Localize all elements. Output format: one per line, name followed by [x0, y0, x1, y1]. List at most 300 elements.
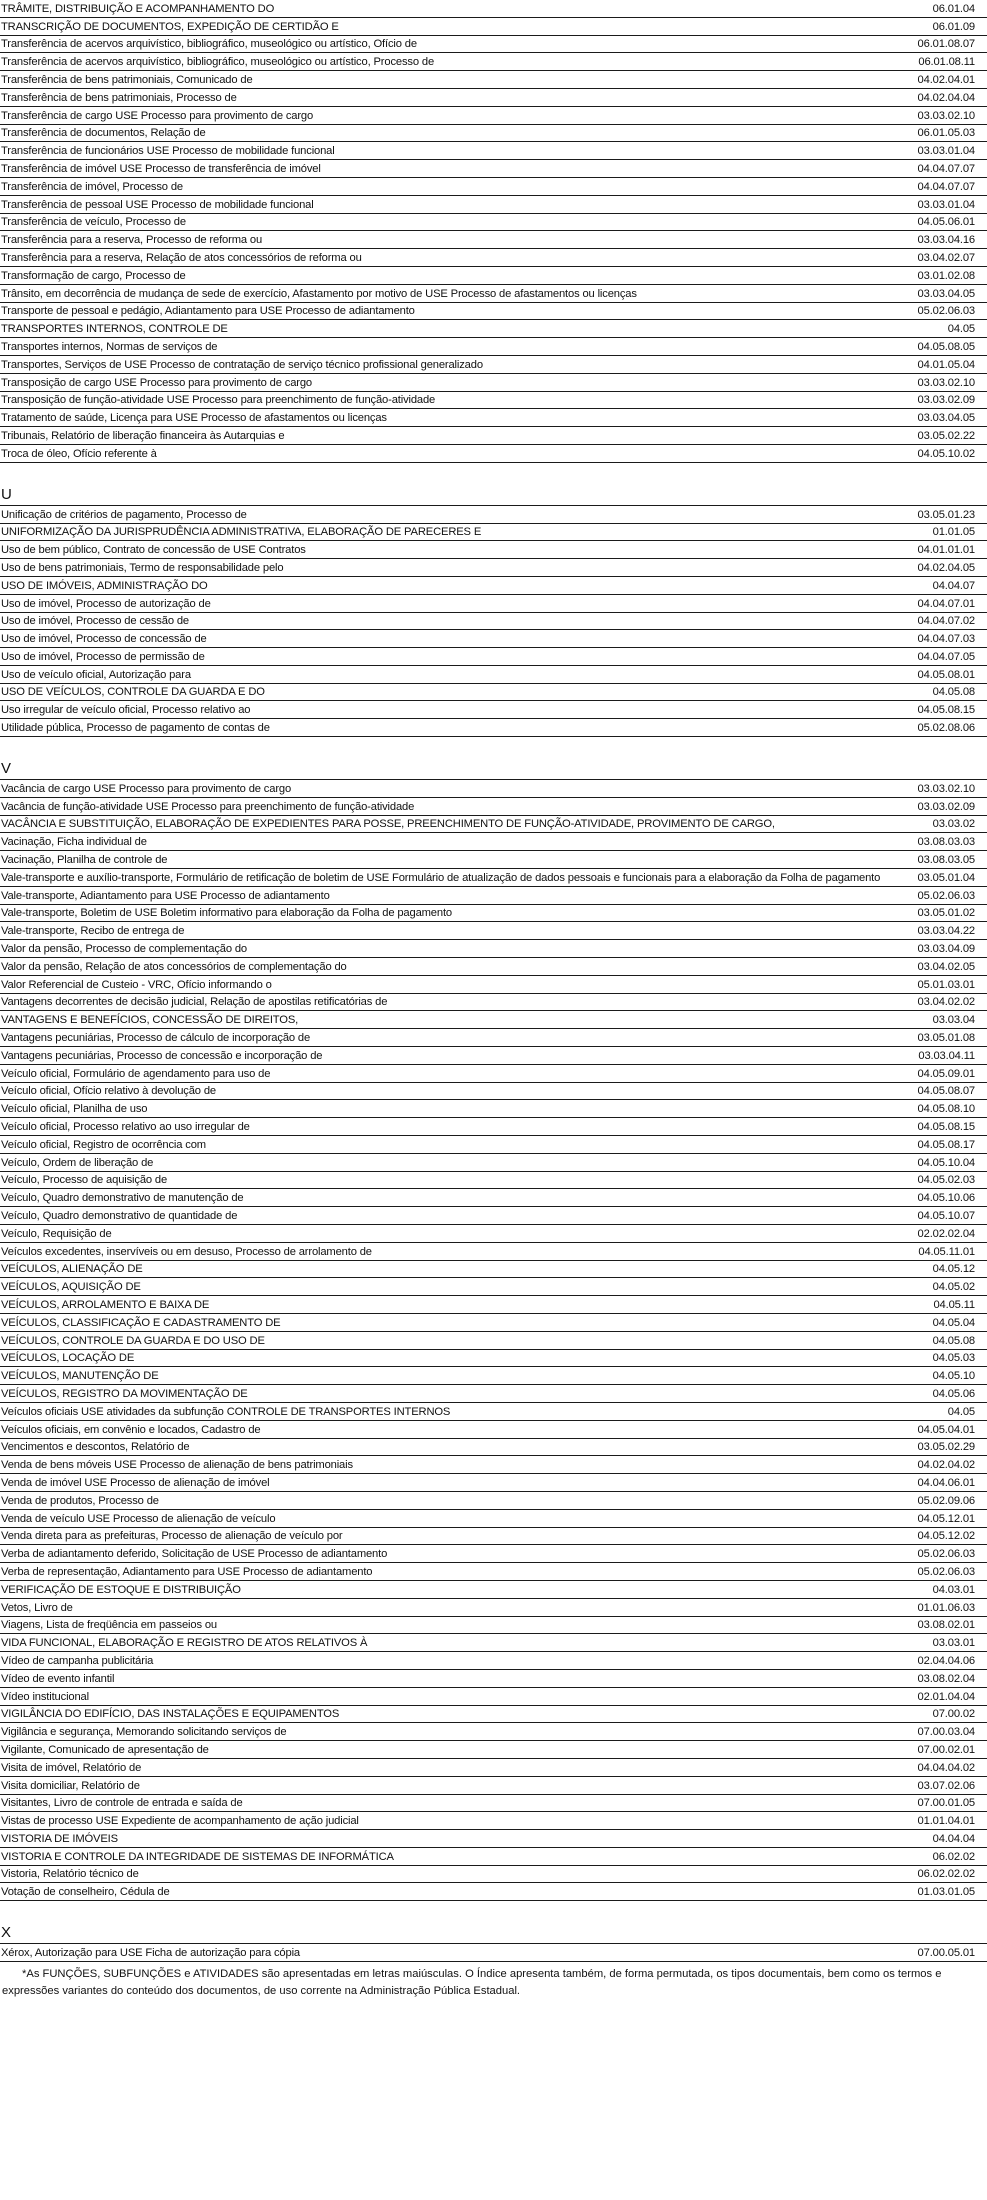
- index-entry-row: [0, 958, 987, 976]
- index-entry-row: [0, 922, 987, 940]
- index-entry-code: 06.02.02: [932, 1850, 975, 1863]
- index-entry-term: VEÍCULOS, ALIENAÇÃO DE: [1, 1263, 143, 1276]
- index-entry-code: 04.03.01: [932, 1583, 975, 1596]
- index-entry-term: Troca de óleo, Ofício referente à: [1, 447, 157, 460]
- index-entry-term: Vacância de função-atividade USE Processo para preenchimento de função-atividade: [1, 800, 415, 813]
- index-group: [0, 473, 987, 737]
- index-entry-code: 03.03.04.16: [917, 234, 975, 247]
- index-entry-code: 04.05.04: [932, 1316, 975, 1329]
- index-entry-code: 04.05.08: [932, 1334, 975, 1347]
- index-entry-code: 03.03.02.10: [917, 109, 975, 122]
- index-entry-row: [0, 267, 987, 285]
- index-entry-row: [0, 1100, 987, 1118]
- index-entry-term: VEÍCULOS, ARROLAMENTO E BAIXA DE: [1, 1298, 210, 1311]
- index-entry-code: 01.01.04.01: [917, 1815, 975, 1828]
- index-entry-term: Transposição de função-atividade USE Processo para preenchimento de função-atividade: [1, 394, 436, 407]
- index-entry-term: Transferência de pessoal USE Processo de mobilidade funcional: [1, 198, 314, 211]
- index-entry-row: [0, 107, 987, 125]
- index-entry-row: [0, 445, 987, 463]
- index-entry-row: [0, 1367, 987, 1385]
- index-entry-row: [0, 1848, 987, 1866]
- index-entry-row: [0, 1883, 987, 1901]
- index-entry-row: [0, 285, 987, 303]
- index-entry-row: [0, 976, 987, 994]
- index-entry-term: VANTAGENS E BENEFÍCIOS, CONCESSÃO DE DIREITOS,: [1, 1014, 299, 1027]
- index-entry-code: 04.05.10.02: [917, 447, 975, 460]
- index-entry-row: [0, 1314, 987, 1332]
- index-entry-code: 04.05.04.01: [917, 1423, 975, 1436]
- index-entry-term: Venda de bens móveis USE Processo de alienação de bens patrimoniais: [1, 1459, 353, 1472]
- index-entry-term: Transferência de cargo USE Processo para provimento de cargo: [1, 109, 314, 122]
- section-letter-heading: X: [0, 1911, 987, 1944]
- index-entry-code: 06.01.08.11: [918, 56, 975, 69]
- index-entry-row: [0, 869, 987, 887]
- index-entry-code: 04.05.10: [932, 1370, 975, 1383]
- index-entry-term: USO DE IMÓVEIS, ADMINISTRAÇÃO DO: [1, 579, 208, 592]
- index-entry-code: 03.07.02.06: [917, 1779, 975, 1792]
- index-entry-term: VIDA FUNCIONAL, ELABORAÇÃO E REGISTRO DE ATOS RELATIVOS À: [1, 1637, 368, 1650]
- index-entry-term: Veículo, Quadro demonstrativo de quantidade de: [1, 1210, 238, 1222]
- index-entry-code: 03.03.02.10: [917, 782, 975, 795]
- index-entry-row: [0, 338, 987, 356]
- index-entry-term: Vale-transporte, Boletim de USE Boletim informativo para elaboração da Folha de pagamento: [1, 907, 452, 920]
- index-entry-term: Visita domiciliar, Relatório de: [1, 1779, 140, 1792]
- index-entry-code: 04.05: [947, 323, 975, 336]
- index-entry-row: [0, 887, 987, 905]
- index-entry-code: 07.00.05.01: [917, 1947, 975, 1960]
- index-entry-code: 04.02.04.05: [917, 561, 975, 574]
- index-entry-term: TRANSPORTES INTERNOS, CONTROLE DE: [1, 323, 228, 336]
- index-entry-code: 04.02.04.04: [917, 91, 975, 104]
- index-entry-term: Transferência de imóvel USE Processo de transferência de imóvel: [1, 162, 321, 175]
- index-entry-row: [0, 1456, 987, 1474]
- index-entry-term: VEÍCULOS, LOCAÇÃO DE: [1, 1352, 135, 1365]
- index-entry-row: [0, 1599, 987, 1617]
- index-entry-term: Valor da pensão, Relação de atos concessórios de complementação do: [1, 960, 347, 973]
- index-entry-code: 02.01.04.04: [917, 1690, 975, 1703]
- index-entry-row: [0, 249, 987, 267]
- index-entry-code: 01.01.06.03: [917, 1601, 975, 1614]
- index-entry-term: Unificação de critérios de pagamento, Processo de: [1, 508, 247, 521]
- index-entry-term: TRÂMITE, DISTRIBUIÇÃO E ACOMPANHAMENTO DO: [1, 2, 275, 15]
- index-entry-code: 03.08.02.04: [917, 1672, 975, 1685]
- index-entry-row: [0, 1741, 987, 1759]
- index-entry-row: [0, 1225, 987, 1243]
- index-entry-code: 03.03.04.09: [917, 943, 975, 956]
- index-entry-code: 04.05.12: [932, 1263, 975, 1276]
- index-entry-term: Transporte de pessoal e pedágio, Adiantamento para USE Processo de adiantamento: [1, 305, 415, 318]
- index-entry-code: 04.05.11: [933, 1298, 975, 1311]
- index-entry-row: [0, 1944, 987, 1962]
- index-entry-term: Transferência de bens patrimoniais, Processo de: [1, 91, 237, 104]
- index-entry-term: Venda de imóvel USE Processo de alienação de imóvel: [1, 1476, 270, 1489]
- index-entry-row: [0, 89, 987, 107]
- index-entry-row: [0, 1706, 987, 1724]
- index-entry-term: VISTORIA E CONTROLE DA INTEGRIDADE DE SISTEMAS DE INFORMÁTICA: [1, 1850, 394, 1863]
- index-entry-row: [0, 71, 987, 89]
- index-entry-term: Vídeo institucional: [1, 1690, 89, 1703]
- index-entry-term: Transferência de acervos arquivístico, bibliográfico, museológico ou artístico, Ofício de: [1, 38, 417, 51]
- index-entry-code: 03.03.04.22: [917, 925, 975, 938]
- index-entry-row: [0, 1172, 987, 1190]
- index-entry-term: Veículo oficial, Planilha de uso: [1, 1103, 148, 1116]
- index-group: [0, 747, 987, 1901]
- index-group: [0, 0, 987, 463]
- index-entry-row: [0, 833, 987, 851]
- index-entry-row: [0, 53, 987, 71]
- index-entry-term: Uso de imóvel, Processo de autorização de: [1, 597, 211, 610]
- index-entry-code: 06.02.02.02: [917, 1868, 975, 1881]
- index-entry-row: [0, 1154, 987, 1172]
- footnote: *As FUNÇÕES, SUBFUNÇÕES e ATIVIDADES são apresentadas em letras maiúsculas. O Índice apresenta também, de forma permutada, os tipos documentais, bem como os termos e expressões variantes do conteúdo dos documentos, de uso corrente na Administração Pública Estadual.: [2, 1968, 942, 1998]
- index-entry-code: 04.04.07.03: [917, 633, 975, 646]
- index-entry-code: 03.03.01.04: [917, 198, 975, 211]
- index-entry-code: 03.05.01.23: [917, 508, 975, 521]
- index-entry-row: [0, 1563, 987, 1581]
- index-entry-code: 05.02.08.06: [917, 722, 975, 735]
- index-entry-row: [0, 160, 987, 178]
- index-entry-row: [0, 684, 987, 702]
- index-entry-code: 02.02.02.04: [917, 1227, 975, 1240]
- index-entry-term: Veículo, Requisição de: [1, 1227, 112, 1240]
- index-entry-row: [0, 1492, 987, 1510]
- index-entry-row: [0, 630, 987, 648]
- index-entry-row: [0, 1670, 987, 1688]
- index-entry-code: 03.03.02.09: [917, 800, 975, 813]
- index-entry-row: [0, 427, 987, 445]
- index-entry-code: 04.05.09.01: [917, 1067, 975, 1080]
- index-entry-term: VERIFICAÇÃO DE ESTOQUE E DISTRIBUIÇÃO: [1, 1583, 241, 1596]
- index-entry-term: VIGILÂNCIA DO EDIFÍCIO, DAS INSTALAÇÕES E EQUIPAMENTOS: [1, 1708, 340, 1721]
- index-entry-code: 03.08.03.05: [917, 854, 975, 867]
- index-entry-code: 04.04.07.01: [917, 597, 975, 610]
- index-entry-term: VEÍCULOS, REGISTRO DA MOVIMENTAÇÃO DE: [1, 1387, 248, 1400]
- index-entry-row: [0, 577, 987, 595]
- index-entry-code: 03.08.03.03: [917, 836, 975, 849]
- index-entry-term: VEÍCULOS, MANUTENÇÃO DE: [1, 1370, 159, 1383]
- index-entry-term: TRANSCRIÇÃO DE DOCUMENTOS, EXPEDIÇÃO DE CERTIDÃO E: [1, 20, 339, 33]
- index-entry-row: [0, 719, 987, 737]
- index-entry-row: [0, 1118, 987, 1136]
- index-entry-row: [0, 1759, 987, 1777]
- index-entry-code: 04.05.08.17: [917, 1138, 975, 1151]
- index-entry-row: [0, 1296, 987, 1314]
- index-entry-row: [0, 1029, 987, 1047]
- index-entry-code: 03.08.02.01: [917, 1619, 975, 1632]
- index-entry-code: 04.04.06.01: [917, 1476, 975, 1489]
- index-entry-row: [0, 1189, 987, 1207]
- index-entry-term: Transferência para a reserva, Processo de reforma ou: [1, 234, 263, 247]
- index-entry-code: 04.05.10.04: [917, 1156, 975, 1169]
- index-entry-code: 06.01.09: [932, 20, 975, 33]
- index-entry-row: [0, 1261, 987, 1279]
- index-entry-row: [0, 0, 987, 18]
- section-letter-heading: U: [0, 473, 987, 506]
- index-entry-row: [0, 1777, 987, 1795]
- index-entry-code: 06.01.08.07: [917, 38, 975, 51]
- section-letter-heading: V: [0, 747, 987, 780]
- index-entry-term: Veículo oficial, Formulário de agendamento para uso de: [1, 1067, 271, 1080]
- index-entry-row: [0, 178, 987, 196]
- index-entry-term: Valor Referencial de Custeio - VRC, Ofício informando o: [1, 978, 272, 991]
- index-entry-term: Tratamento de saúde, Licença para USE Processo de afastamentos ou licenças: [1, 412, 387, 425]
- index-entry-row: [0, 374, 987, 392]
- index-entry-code: 03.04.02.02: [917, 996, 975, 1009]
- index-entry-row: [0, 1403, 987, 1421]
- index-entry-code: 07.00.03.04: [917, 1726, 975, 1739]
- index-entry-row: [0, 851, 987, 869]
- index-entry-term: USO DE VEÍCULOS, CONTROLE DA GUARDA E DO: [1, 686, 265, 699]
- index-entry-term: Vencimentos e descontos, Relatório de: [1, 1441, 190, 1454]
- index-entry-code: 03.03.02.09: [917, 394, 975, 407]
- index-entry-code: 03.03.04: [932, 1014, 975, 1027]
- index-entry-row: [0, 524, 987, 542]
- index-entry-term: Vale-transporte e auxílio-transporte, Formulário de retificação de boletim de USE Formulário de atualização de dados pessoais e funcionais para a elaboração da Folha de pagamento: [1, 871, 881, 884]
- index-entry-code: 05.01.03.01: [917, 978, 975, 991]
- index-entry-term: Transportes internos, Normas de serviços de: [1, 340, 218, 353]
- index-entry-row: [0, 214, 987, 232]
- index-entry-code: 04.05.06.01: [917, 216, 975, 229]
- index-entry-term: Valor da pensão, Processo de complementação do: [1, 943, 248, 956]
- index-entry-code: 04.04.07.07: [917, 162, 975, 175]
- index-entry-row: [0, 648, 987, 666]
- index-entry-row: [0, 541, 987, 559]
- index-entry-row: [0, 1830, 987, 1848]
- index-entry-term: Venda de produtos, Processo de: [1, 1494, 159, 1507]
- index-entry-code: 03.03.02.10: [917, 376, 975, 389]
- index-entry-code: 03.03.04.05: [917, 287, 975, 300]
- index-entry-row: [0, 1617, 987, 1635]
- index-entry-row: [0, 196, 987, 214]
- index-entry-code: 04.05.02.03: [917, 1174, 975, 1187]
- index-entry-term: Veículo, Ordem de liberação de: [1, 1156, 154, 1169]
- index-entry-code: 04.04.04: [932, 1832, 975, 1845]
- index-entry-term: Tribunais, Relatório de liberação financeira às Autarquias e: [1, 429, 285, 442]
- index-entry-code: 05.02.09.06: [917, 1494, 975, 1507]
- index-entry-term: Transportes, Serviços de USE Processo de contratação de serviço técnico profissional generalizado: [1, 358, 483, 371]
- index-entry-code: 04.05.08: [932, 686, 975, 699]
- index-entry-term: Transferência de veículo, Processo de: [1, 216, 186, 229]
- index-entry-term: Vetos, Livro de: [1, 1601, 73, 1614]
- index-entry-term: Uso de bem público, Contrato de concessão de USE Contratos: [1, 544, 306, 557]
- index-entry-row: [0, 1528, 987, 1546]
- index-entry-term: Veículos oficiais, em convênio e locados, Cadastro de: [1, 1423, 261, 1436]
- index-entry-code: 03.05.01.02: [917, 907, 975, 920]
- index-entry-row: [0, 231, 987, 249]
- index-entry-code: 04.04.07.05: [917, 650, 975, 663]
- index-entry-row: [0, 1243, 987, 1261]
- index-entry-row: [0, 701, 987, 719]
- index-entry-code: 02.04.04.06: [917, 1654, 975, 1667]
- index-entry-code: 04.05.06: [932, 1387, 975, 1400]
- index-entry-row: [0, 1011, 987, 1029]
- index-entry-code: 05.02.06.03: [917, 1548, 975, 1561]
- index-entry-code: 04.02.04.02: [917, 1459, 975, 1472]
- index-entry-term: Vigilância e segurança, Memorando solicitando serviços de: [1, 1726, 287, 1739]
- index-entry-code: 04.05.10.07: [917, 1210, 975, 1222]
- index-entry-code: 04.04.04.02: [917, 1761, 975, 1774]
- index-entry-code: 05.02.06.03: [917, 305, 975, 318]
- index-entry-row: [0, 1065, 987, 1083]
- index-entry-term: Uso de bens patrimoniais, Termo de responsabilidade pelo: [1, 561, 284, 574]
- index-entry-term: Xérox, Autorização para USE Ficha de autorização para cópia: [1, 1947, 300, 1960]
- index-entry-row: [0, 1278, 987, 1296]
- index-entry-term: Uso de imóvel, Processo de concessão de: [1, 633, 207, 646]
- index-entry-term: Vacância de cargo USE Processo para provimento de cargo: [1, 782, 292, 795]
- index-entry-code: 03.05.02.29: [917, 1441, 975, 1454]
- index-entry-term: Vistoria, Relatório técnico de: [1, 1868, 139, 1881]
- index-entry-row: [0, 1047, 987, 1065]
- index-entry-term: VEÍCULOS, AQUISIÇÃO DE: [1, 1281, 141, 1294]
- index-entry-code: 04.05.08.15: [917, 704, 975, 717]
- index-entry-term: Visita de imóvel, Relatório de: [1, 1761, 142, 1774]
- index-entry-term: VEÍCULOS, CLASSIFICAÇÃO E CADASTRAMENTO DE: [1, 1316, 281, 1329]
- index-entry-code: 04.04.07: [932, 579, 975, 592]
- index-entry-row: [0, 613, 987, 631]
- index-entry-term: Votação de conselheiro, Cédula de: [1, 1886, 170, 1899]
- index-entry-code: 07.00.02: [932, 1708, 975, 1721]
- index-entry-row: [0, 1634, 987, 1652]
- index-entry-code: 03.05.02.22: [917, 429, 975, 442]
- index-entry-term: Uso de imóvel, Processo de permissão de: [1, 650, 205, 663]
- index-entry-row: [0, 1688, 987, 1706]
- index-entry-term: Transferência para a reserva, Relação de atos concessórios de reforma ou: [1, 251, 362, 264]
- index-entry-row: [0, 595, 987, 613]
- index-entry-code: 04.04.07.02: [917, 615, 975, 628]
- index-entry-code: 01.01.05: [932, 526, 975, 539]
- index-entry-code: 07.00.02.01: [917, 1743, 975, 1756]
- index-entry-row: [0, 1510, 987, 1528]
- index-entry-code: 03.05.01.04: [917, 871, 975, 884]
- index-entry-term: Vantagens decorrentes de decisão judicial, Relação de apostilas retificatórias de: [1, 996, 388, 1009]
- index-entry-code: 04.05.08.15: [917, 1121, 975, 1134]
- index-entry-code: 04.05.10.06: [917, 1192, 975, 1205]
- index-entry-row: [0, 940, 987, 958]
- index-entry-term: Transferência de imóvel, Processo de: [1, 180, 183, 193]
- index-entry-row: [0, 142, 987, 160]
- index-entry-term: Transferência de funcionários USE Processo de mobilidade funcional: [1, 145, 335, 158]
- index-entry-row: [0, 816, 987, 834]
- index-entry-term: Vale-transporte, Adiantamento para USE Processo de adiantamento: [1, 889, 330, 902]
- index-entry-code: 07.00.01.05: [917, 1797, 975, 1810]
- index-entry-row: [0, 1439, 987, 1457]
- index-entry-code: 03.03.04.05: [917, 412, 975, 425]
- index-entry-term: Uso de veículo oficial, Autorização para: [1, 668, 191, 681]
- index-entry-term: UNIFORMIZAÇÃO DA JURISPRUDÊNCIA ADMINISTRATIVA, ELABORAÇÃO DE PARECERES E: [1, 526, 482, 539]
- index-entry-row: [0, 1421, 987, 1439]
- index-entry-term: Veículo, Quadro demonstrativo de manutenção de: [1, 1192, 244, 1205]
- index-entry-code: 04.05.08.07: [917, 1085, 975, 1098]
- index-entry-term: Transformação de cargo, Processo de: [1, 269, 186, 282]
- index-entry-row: [0, 1385, 987, 1403]
- index-entry-code: 03.03.04.11: [918, 1049, 975, 1062]
- index-entry-code: 03.04.02.05: [917, 960, 975, 973]
- index-entry-term: Uso de imóvel, Processo de cessão de: [1, 615, 189, 628]
- index-entry-code: 05.02.06.03: [917, 889, 975, 902]
- index-entry-code: 03.01.02.08: [917, 269, 975, 282]
- index-entry-term: VEÍCULOS, CONTROLE DA GUARDA E DO USO DE: [1, 1334, 265, 1347]
- index-entry-row: [0, 905, 987, 923]
- index-entry-code: 04.05.08.10: [917, 1103, 975, 1116]
- index-entry-row: [0, 1332, 987, 1350]
- index-entry-term: Veículo oficial, Ofício relativo à devolução de: [1, 1085, 216, 1098]
- index-entry-term: Verba de adiantamento deferido, Solicitação de USE Processo de adiantamento: [1, 1548, 388, 1561]
- index-entry-term: Vigilante, Comunicado de apresentação de: [1, 1743, 209, 1756]
- index-entry-row: [0, 666, 987, 684]
- index-entry-row: [0, 559, 987, 577]
- index-entry-term: Vídeo de campanha publicitária: [1, 1654, 154, 1667]
- index-entry-code: 04.05.03: [932, 1352, 975, 1365]
- index-entry-term: Vantagens pecuniárias, Processo de cálculo de incorporação de: [1, 1032, 311, 1045]
- index-entry-row: [0, 1723, 987, 1741]
- index-entry-row: [0, 1652, 987, 1670]
- index-entry-term: Verba de representação, Adiantamento para USE Processo de adiantamento: [1, 1565, 373, 1578]
- index-entry-row: [0, 1474, 987, 1492]
- index-entry-term: Veículo oficial, Registro de ocorrência com: [1, 1138, 206, 1151]
- index-entry-code: 04.05.08.05: [917, 340, 975, 353]
- index-entry-term: Visitantes, Livro de controle de entrada e saída de: [1, 1797, 243, 1810]
- index-entry-term: Venda direta para as prefeituras, Processo de alienação de veículo por: [1, 1530, 343, 1543]
- index-entry-row: [0, 1083, 987, 1101]
- index-entry-term: Transposição de cargo USE Processo para provimento de cargo: [1, 376, 312, 389]
- index-entry-term: Vacinação, Ficha individual de: [1, 836, 147, 849]
- index-entry-term: Vantagens pecuniárias, Processo de concessão e incorporação de: [1, 1049, 323, 1062]
- index-entry-term: Utilidade pública, Processo de pagamento de contas de: [1, 722, 270, 735]
- index-entry-term: Transferência de acervos arquivístico, bibliográfico, museológico ou artístico, Processo de: [1, 56, 435, 69]
- index-entry-row: [0, 36, 987, 54]
- index-entry-term: Transferência de bens patrimoniais, Comunicado de: [1, 73, 253, 86]
- index-entry-code: 04.05.02: [932, 1281, 975, 1294]
- index-entry-row: [0, 18, 987, 36]
- index-entry-row: [0, 1207, 987, 1225]
- index-entry-code: 04.01.01.01: [917, 544, 975, 557]
- index-entry-code: 03.03.02: [932, 818, 975, 831]
- index-entry-code: 04.05: [947, 1405, 975, 1418]
- index-entry-row: [0, 125, 987, 143]
- index-entry-code: 03.03.01: [932, 1637, 975, 1650]
- index-entry-row: [0, 1866, 987, 1884]
- index-entry-code: 04.05.08.01: [917, 668, 975, 681]
- index-entry-code: 04.01.05.04: [917, 358, 975, 371]
- index-entry-code: 06.01.04: [932, 2, 975, 15]
- index-entry-term: Vale-transporte, Recibo de entrega de: [1, 925, 185, 938]
- index-entry-code: 04.05.12.02: [917, 1530, 975, 1543]
- index-entry-term: Uso irregular de veículo oficial, Processo relativo ao: [1, 704, 251, 717]
- index-entry-row: [0, 1136, 987, 1154]
- index-entry-code: 03.04.02.07: [917, 251, 975, 264]
- index-entry-term: Veículos oficiais USE atividades da subfunção CONTROLE DE TRANSPORTES INTERNOS: [1, 1405, 451, 1418]
- index-entry-code: 01.03.01.05: [917, 1886, 975, 1899]
- index-entry-row: [0, 303, 987, 321]
- index-entry-row: [0, 1795, 987, 1813]
- index-entry-code: 04.05.11.01: [918, 1245, 975, 1258]
- index-entry-term: Vacinação, Planilha de controle de: [1, 854, 168, 867]
- index-entry-code: 04.05.12.01: [917, 1512, 975, 1525]
- index-entry-row: [0, 320, 987, 338]
- index-entry-term: Trânsito, em decorrência de mudança de sede de exercício, Afastamento por motivo de USE Processo de afastamentos ou licenças: [1, 287, 637, 300]
- index-entry-code: 04.02.04.01: [917, 73, 975, 86]
- index-entry-code: 06.01.05.03: [917, 127, 975, 140]
- index-entry-row: [0, 1350, 987, 1368]
- index-entry-term: VACÂNCIA E SUBSTITUIÇÃO, ELABORAÇÃO DE EXPEDIENTES PARA POSSE, PREENCHIMENTO DE FUNÇÃO-ATIVIDADE, PROVIMENTO DE CARGO,: [1, 818, 775, 831]
- index-entry-code: 03.03.01.04: [917, 145, 975, 158]
- index-entry-code: 04.04.07.07: [917, 180, 975, 193]
- index-entry-term: Transferência de documentos, Relação de: [1, 127, 206, 140]
- index-entry-term: Vistas de processo USE Expediente de acompanhamento de ação judicial: [1, 1815, 359, 1828]
- index-entry-row: [0, 409, 987, 427]
- index-entry-term: Veículo oficial, Processo relativo ao uso irregular de: [1, 1121, 250, 1134]
- index-entry-row: [0, 1545, 987, 1563]
